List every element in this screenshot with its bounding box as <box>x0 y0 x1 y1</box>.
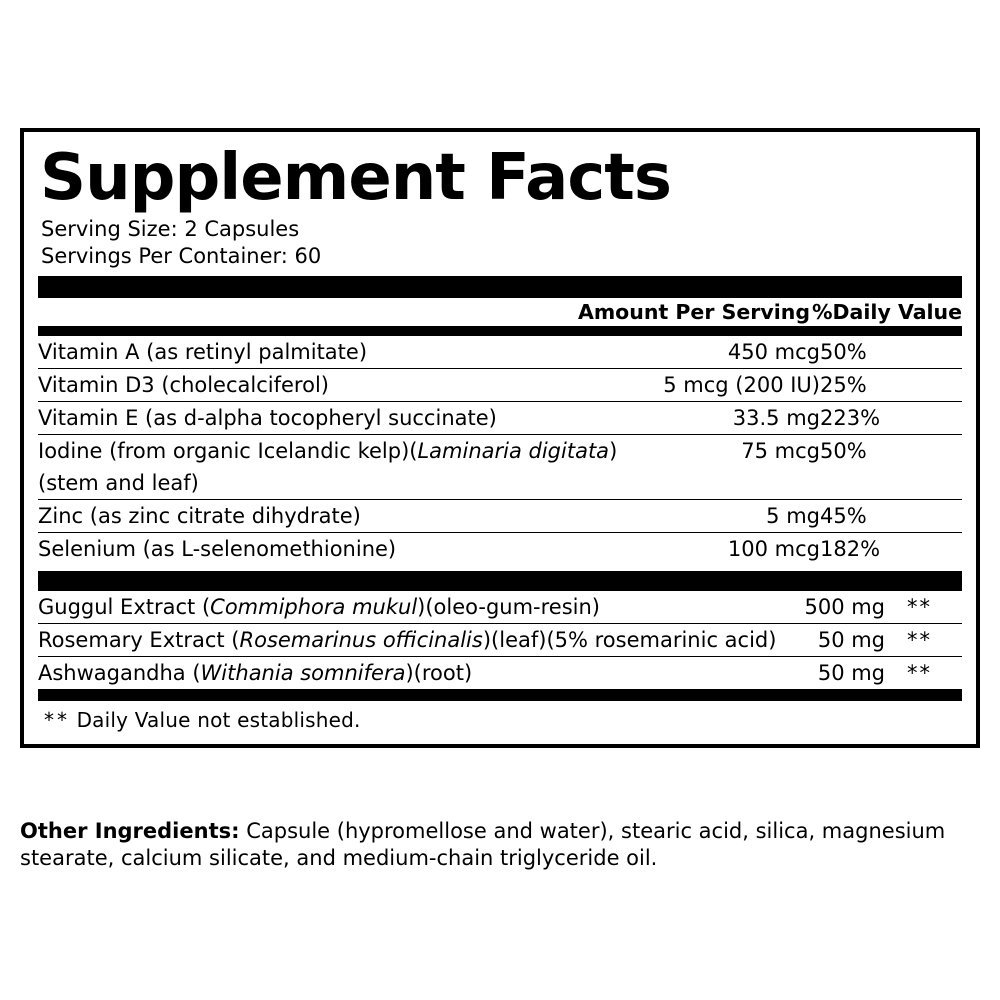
nutrient-amount: 75 mcg <box>741 438 820 463</box>
table-row-continuation <box>38 467 962 500</box>
nutrient-daily-value: 50% <box>820 438 867 463</box>
nutrient-name-text-suffix: )(oleo-gum-resin) <box>417 594 601 619</box>
supplement-facts-panel <box>20 128 980 748</box>
nutrient-daily-value: 25% <box>820 368 962 401</box>
nutrient-daily-value: 50% <box>820 336 962 369</box>
footnote-text: Daily Value not established. <box>76 707 361 732</box>
nutrient-name <box>38 401 630 434</box>
nutrient-name <box>38 368 630 401</box>
table-row <box>38 591 962 624</box>
nutrient-name-text-suffix: ) <box>609 438 618 463</box>
nutrient-amount: 50 mg <box>776 623 885 656</box>
nutrient-name-text-suffix: )(root) <box>405 660 473 685</box>
divider-thick-middle <box>38 571 962 591</box>
header-daily-value: %Daily Value <box>812 299 963 324</box>
nutrient-amount: 5 mg <box>630 499 820 532</box>
nutrient-name-text: Iodine (from organic Icelandic kelp)( <box>38 438 418 463</box>
nutrient-daily-value: 182% <box>820 536 881 561</box>
nutrient-amount: 50 mg <box>817 660 886 685</box>
page-title: Supplement Facts <box>40 141 671 215</box>
nutrient-name-text: Zinc (as zinc citrate dihydrate) <box>38 503 361 528</box>
table-row <box>38 623 962 656</box>
nutrient-amount: 100 mcg <box>727 536 820 561</box>
divider-thick-top <box>38 276 962 298</box>
table-row <box>38 656 962 689</box>
footnote <box>38 701 962 734</box>
nutrient-name <box>38 434 630 467</box>
nutrient-name <box>38 499 630 532</box>
nutrient-amount-empty <box>630 467 820 500</box>
nutrient-daily-value: ** <box>907 660 933 685</box>
nutrient-name <box>38 336 630 369</box>
serving-size-text: Serving Size: 2 Capsules <box>41 217 300 241</box>
nutrient-latin-name: Withania somnifera <box>200 660 406 685</box>
divider-under-header <box>38 326 962 336</box>
servings-per-container-text: Servings Per Container: 60 <box>41 243 322 268</box>
nutrient-name-text: Vitamin E (as d-alpha tocopheryl succinate) <box>38 405 497 430</box>
nutrient-daily-value: 223% <box>820 401 962 434</box>
table-row <box>38 434 962 467</box>
footnote-marker: ** <box>44 707 70 732</box>
nutrients-table-body <box>38 336 962 565</box>
nutrient-daily-value-empty <box>820 467 962 500</box>
nutrient-name <box>38 623 776 656</box>
nutrient-amount: 5 mcg (200 IU) <box>630 368 820 401</box>
nutrient-latin-name: Commiphora mukul <box>210 594 418 619</box>
nutrients-table <box>38 336 962 565</box>
nutrient-latin-name: Laminaria digitata <box>417 438 610 463</box>
nutrient-name-text: Guggul Extract ( <box>38 594 211 619</box>
nutrient-name-text: Vitamin D3 (cholecalciferol) <box>38 372 329 397</box>
header-amount-per-serving: Amount Per Serving <box>577 299 810 324</box>
table-header-row <box>38 298 962 326</box>
table-row <box>38 532 962 565</box>
nutrient-name <box>38 656 776 689</box>
nutrient-daily-value: ** <box>885 623 962 656</box>
nutrient-name-text: Selenium (as L-selenomethionine) <box>38 536 397 561</box>
nutrient-name <box>38 532 630 565</box>
table-row <box>38 368 962 401</box>
table-row <box>38 499 962 532</box>
botanicals-table <box>38 591 962 689</box>
table-row <box>38 336 962 369</box>
nutrient-name-text: Ashwagandha ( <box>38 660 201 685</box>
nutrient-daily-value: 45% <box>820 499 962 532</box>
nutrient-name-text: Vitamin A (as retinyl palmitate) <box>38 339 368 364</box>
nutrient-name-text: Rosemary Extract ( <box>38 627 240 652</box>
other-ingredients-label: Other Ingredients: <box>20 819 240 843</box>
other-ingredients-text: Capsule (hypromellose and water), stearic acid, silica, magnesium stearate, calcium silicate, and medium-chain triglyceride oil. <box>20 819 946 871</box>
nutrient-name-continuation: (stem and leaf) <box>38 467 630 500</box>
nutrient-amount: 33.5 mg <box>630 401 820 434</box>
other-ingredients <box>20 818 982 873</box>
nutrient-latin-name: Rosemarinus officinalis <box>239 627 483 652</box>
nutrient-amount: 450 mcg <box>630 336 820 369</box>
divider-bottom <box>38 689 962 701</box>
nutrient-daily-value: ** <box>885 591 962 624</box>
nutrient-amount: 500 mg <box>776 591 885 624</box>
nutrient-name-text-suffix: )(leaf)(5% rosemarinic acid) <box>482 627 777 652</box>
nutrient-name <box>38 591 776 624</box>
table-row <box>38 401 962 434</box>
botanicals-table-body <box>38 591 962 689</box>
